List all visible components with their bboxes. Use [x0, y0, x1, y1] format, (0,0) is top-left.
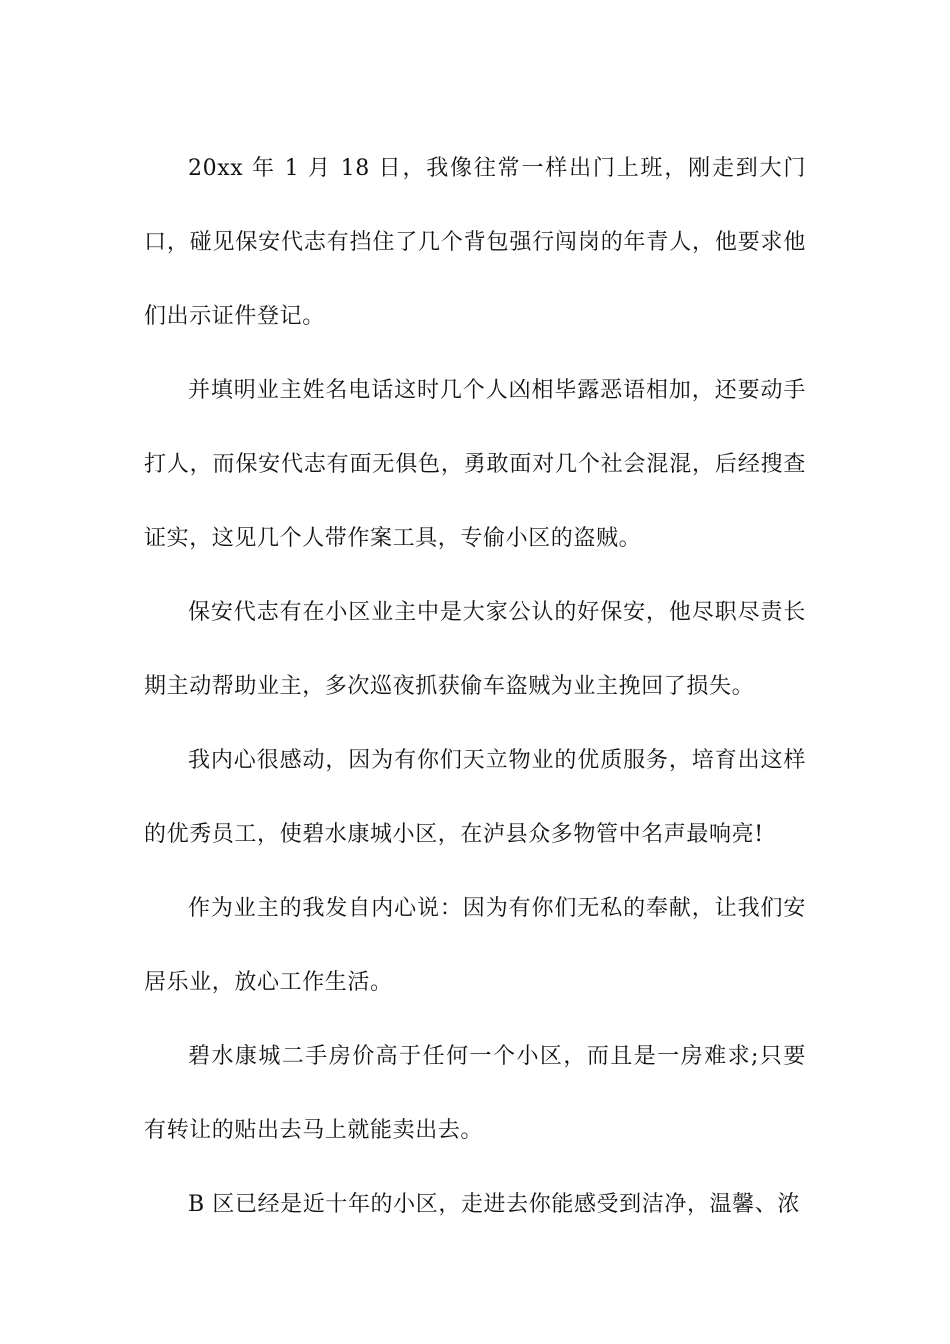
paragraph: 作为业主的我发自内心说：因为有你们无私的奉献，让我们安居乐业，放心工作生活。 — [144, 896, 806, 995]
paragraph: 并填明业主姓名电话这时几个人凶相毕露恶语相加，还要动手打人，而保安代志有面无俱色，勇敢面对几个社会混混，后经搜查证实，这见几个人带作案工具，专偷小区的盗贼。 — [144, 378, 806, 551]
paragraph: 20xx 年 1 月 18 日，我像往常一样出门上班，刚走到大门口，碰见保安代志有挡住了几个背包强行闯岗的年青人，他要求他们出示证件登记。 — [144, 156, 806, 329]
paragraph: B 区已经是近十年的小区，走进去你能感受到洁净，温馨、浓 — [188, 1192, 800, 1217]
paragraph: 我内心很感动，因为有你们天立物业的优质服务，培育出这样的优秀员工，使碧水康城小区，在泸县众多物管中名声最响亮! — [144, 748, 806, 847]
paragraph: 保安代志有在小区业主中是大家公认的好保安，他尽职尽责长期主动帮助业主，多次巡夜抓获偷车盗贼为业主挽回了损失。 — [144, 600, 806, 699]
document-body — [144, 132, 806, 1242]
paragraph: 碧水康城二手房价高于任何一个小区，而且是一房难求;只要有转让的贴出去马上就能卖出去。 — [144, 1044, 806, 1143]
